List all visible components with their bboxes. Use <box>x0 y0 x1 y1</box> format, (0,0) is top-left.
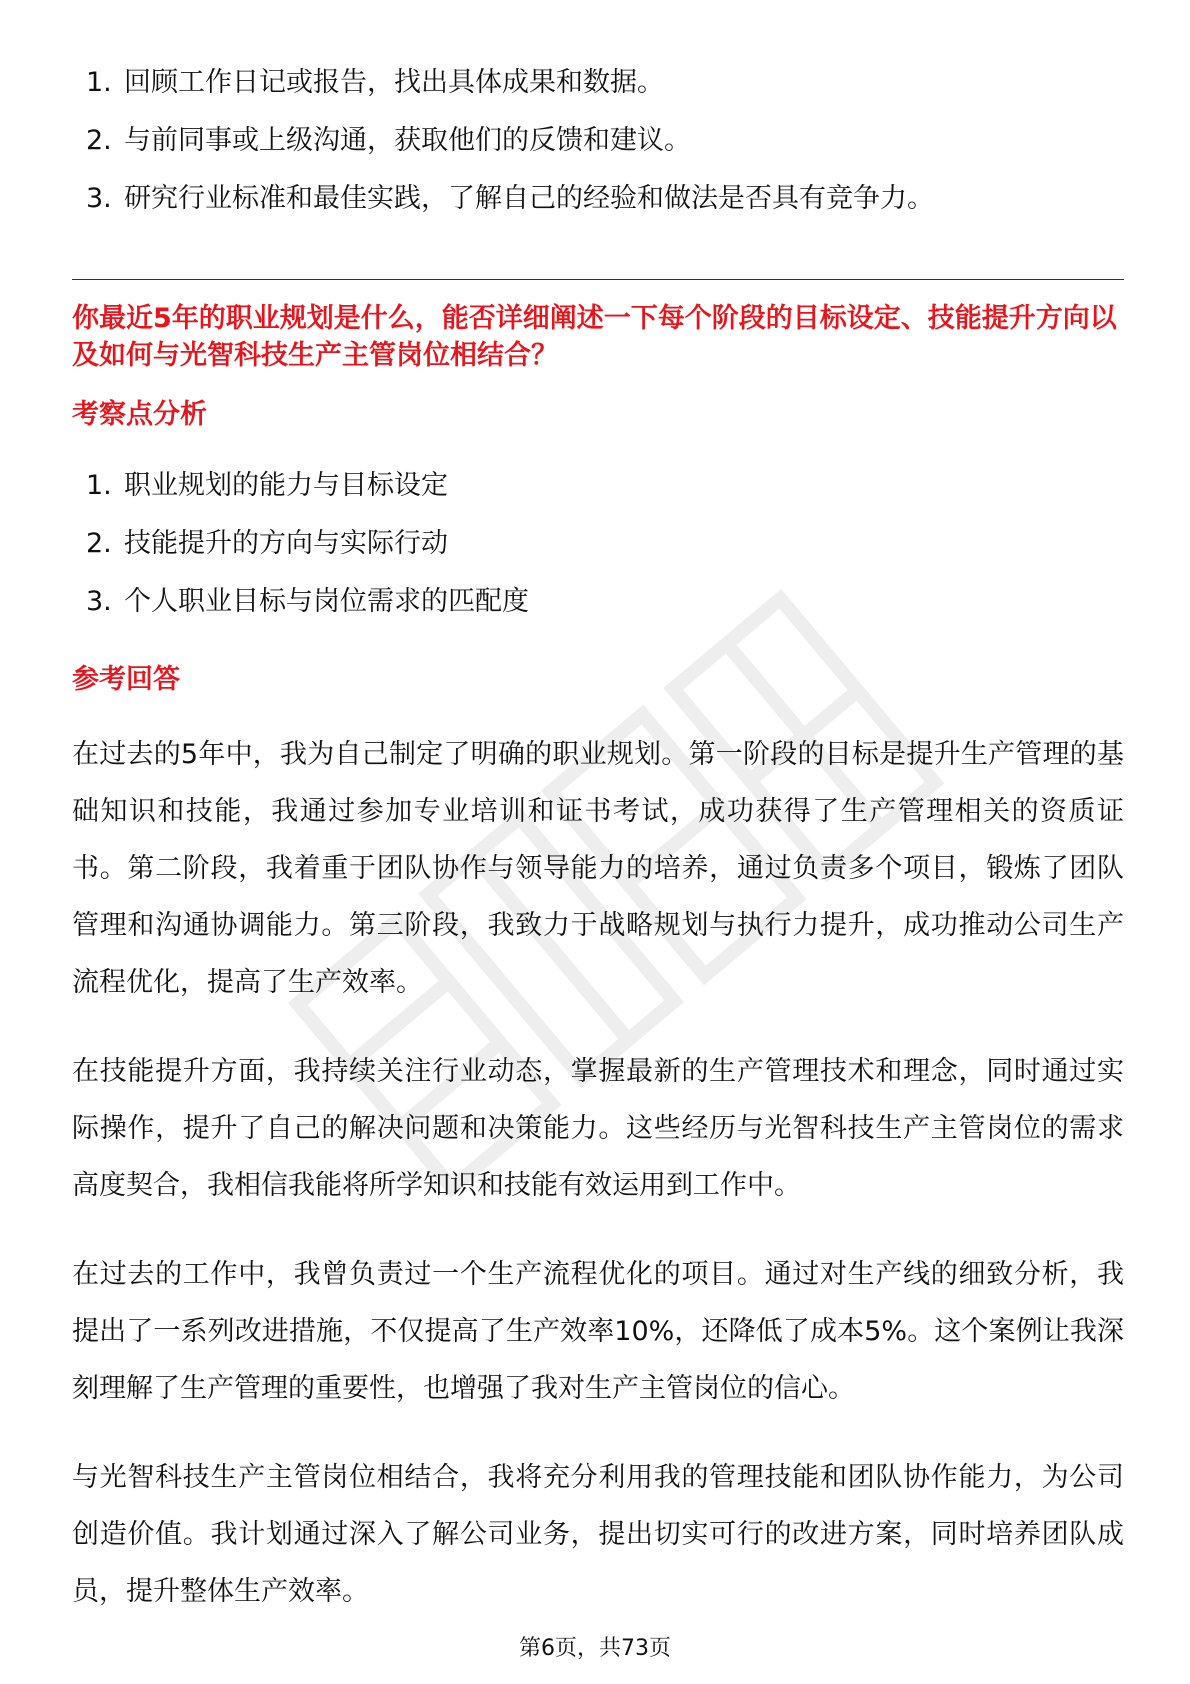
list-number: 1. <box>86 67 112 98</box>
list-item <box>72 469 529 503</box>
list-text: 个人职业目标与岗位需求的匹配度 <box>124 586 529 617</box>
list-item <box>72 124 934 158</box>
list-text: 技能提升的方向与实际行动 <box>124 528 448 559</box>
section-divider <box>72 279 1124 280</box>
list-text: 回顾工作日记或报告，找出具体成果和数据。 <box>124 67 664 98</box>
answer-paragraph: 与光智科技生产主管岗位相结合，我将充分利用我的管理技能和团队协作能力，为公司创造价值。我计划通过深入了解公司业务，提出切实可行的改进方案，同时培养团队成员，提升整体生产效率。 <box>72 1462 1124 1607</box>
list-text: 研究行业标准和最佳实践，了解自己的经验和做法是否具有竞争力。 <box>124 183 934 214</box>
list-number: 2. <box>86 528 112 559</box>
answer-paragraph: 在过去的工作中，我曾负责过一个生产流程优化的项目。通过对生产线的细致分析，我提出了一系列改进措施，不仅提高了生产效率10%，还降低了成本5%。这个案例让我深刻理解了生产管理的重要性，也增强了我对生产主管岗位的信心。 <box>72 1259 1124 1404</box>
list-number: 1. <box>86 470 112 501</box>
analysis-list <box>72 469 529 643</box>
answer-paragraph: 在过去的5年中，我为自己制定了明确的职业规划。第一阶段的目标是提升生产管理的基础知识和技能，我通过参加专业培训和证书考试，成功获得了生产管理相关的资质证书。第二阶段，我着重于团队协作与领导能力的培养，通过负责多个项目，锻炼了团队管理和沟通协调能力。第三阶段，我致力于战略规划与执行力提升，成功推动公司生产流程优化，提高了生产效率。 <box>72 739 1124 998</box>
list-number: 3. <box>86 586 112 617</box>
question-title: 你最近5年的职业规划是什么，能否详细阐述一下每个阶段的目标设定、技能提升方向以及如何与光智科技生产主管岗位相结合？ <box>72 303 1117 371</box>
answer-paragraph: 在技能提升方面，我持续关注行业动态，掌握最新的生产管理技术和理念，同时通过实际操作，提升了自己的解决问题和决策能力。这些经历与光智科技生产主管岗位的需求高度契合，我相信我能将所学知识和技能有效运用到工作中。 <box>72 1056 1124 1201</box>
list-item <box>72 585 529 619</box>
list-number: 2. <box>86 125 112 156</box>
analysis-heading: 考察点分析 <box>72 399 207 430</box>
list-number: 3. <box>86 183 112 214</box>
list-text: 与前同事或上级沟通，获取他们的反馈和建议。 <box>124 125 691 156</box>
page-footer: 第6页，共73页 <box>519 1636 671 1661</box>
list-item <box>72 527 529 561</box>
list-text: 职业规划的能力与目标设定 <box>124 470 448 501</box>
answer-heading: 参考回答 <box>72 664 180 695</box>
top-list <box>72 66 934 240</box>
list-item <box>72 66 934 100</box>
list-item <box>72 182 934 216</box>
